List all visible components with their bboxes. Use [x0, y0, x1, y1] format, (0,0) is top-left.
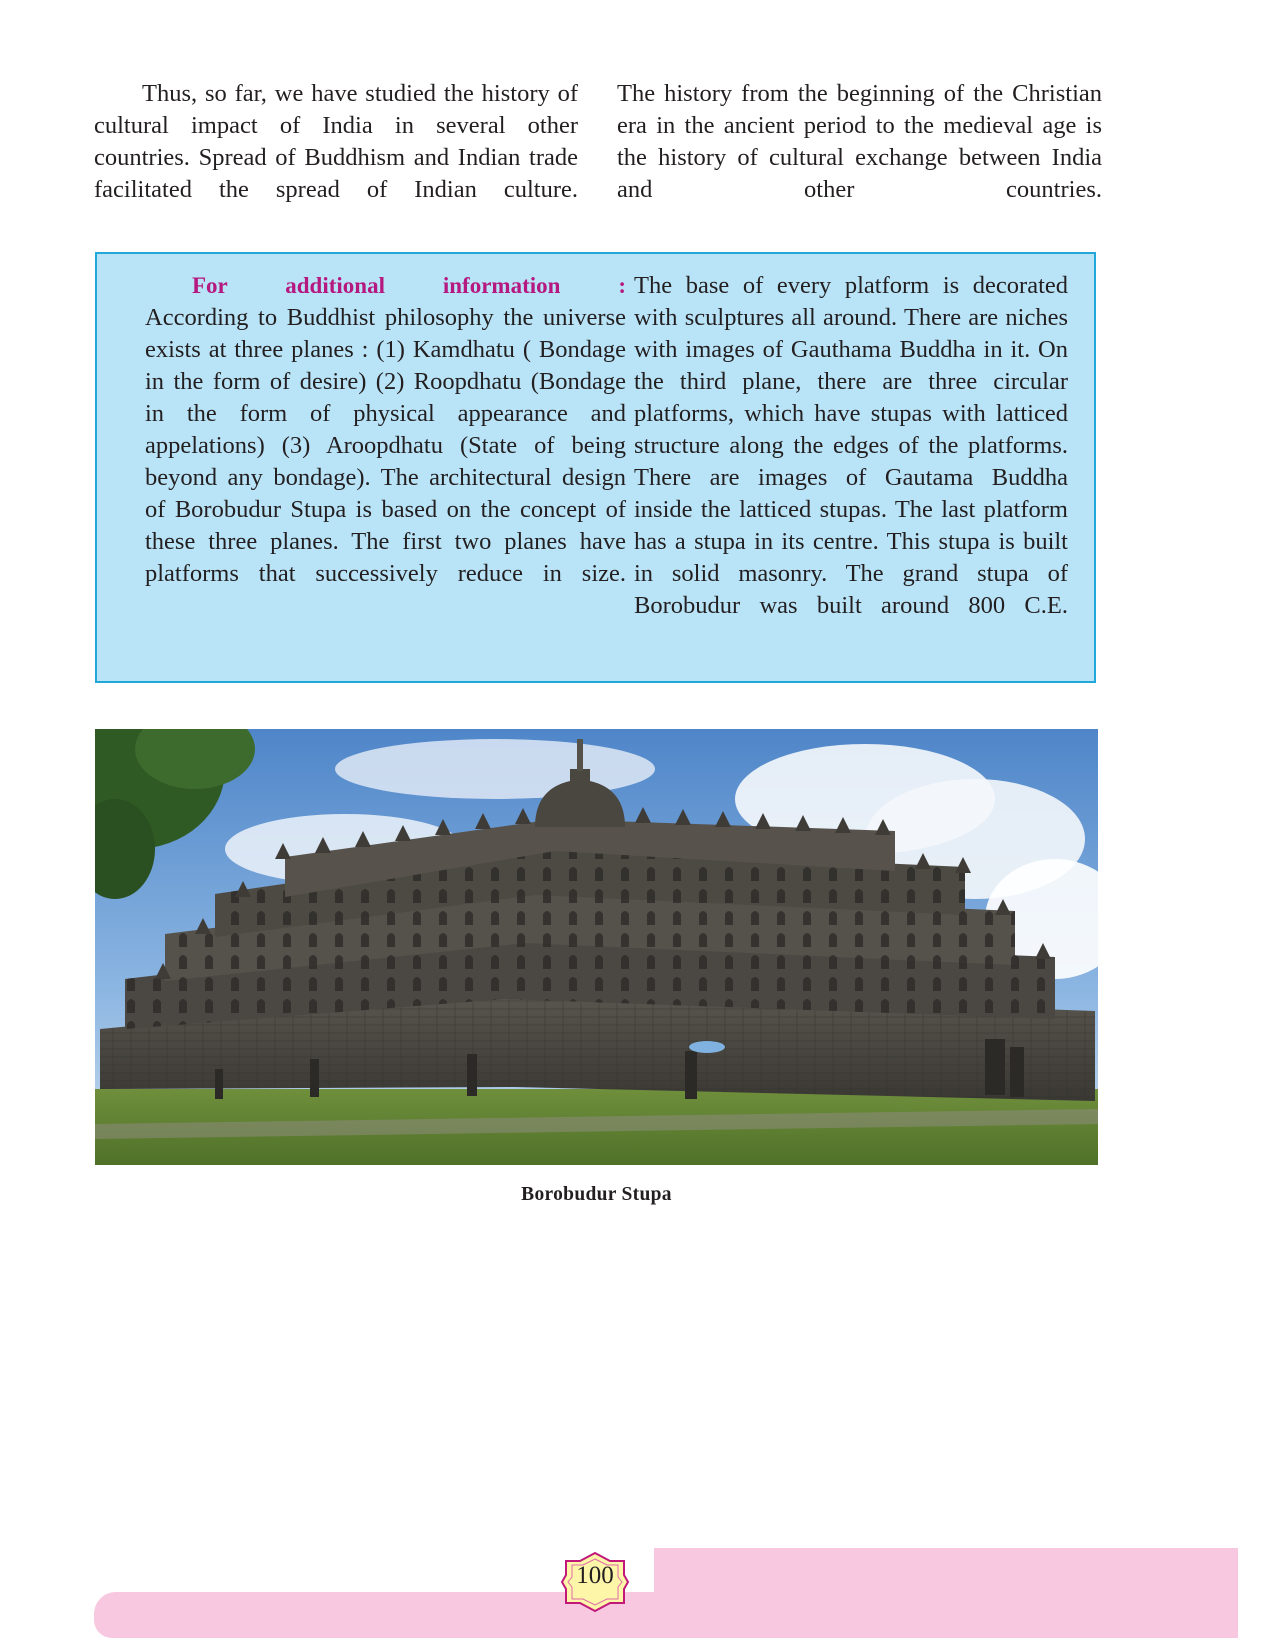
footer-curve	[94, 1592, 124, 1638]
info-box-right-text: The base of every platform is decorated with sculptures all around. There are niches with images of Gauthama Buddha in it. On the third plane, there are three circular platforms, which have stupas with latticed structure along the edges of the platforms. There are images of Gautama Buddha inside the latticed stupas. The last platform has a stupa in its centre. This stupa is built in solid masonry. The grand stupa of Borobudur was built around 800 C.E.	[634, 272, 1068, 619]
figure-caption: Borobudur Stupa	[521, 1184, 672, 1205]
info-box-heading: For additional information :	[192, 273, 626, 298]
info-box-left-text: According to Buddhist philosophy the universe exists at three planes : (1) Kamdhatu ( Bondage in the form of desire) (2) Roopdhatu (Bondage in the form of physical appearance and appelations) (3) Aroopdhatu (State of being beyond any bondage). The architectural design of Borobudur Stupa is based on the concept of these three planes. The first two planes have platforms that successively reduce in size.	[145, 304, 626, 587]
page-number: 100	[576, 1562, 614, 1589]
additional-info-box	[95, 252, 1096, 683]
borobudur-stupa-photo	[95, 729, 1098, 1165]
intro-paragraph-right: The history from the beginning of the Christian era in the ancient period to the medieval age is the history of cultural exchange between India and other countries.	[617, 80, 1102, 203]
intro-paragraph-left: Thus, so far, we have studied the history of cultural impact of India in several other countries. Spread of Buddhism and Indian trade facilitated the spread of Indian culture.	[94, 80, 578, 203]
info-box-left-column	[145, 270, 626, 590]
